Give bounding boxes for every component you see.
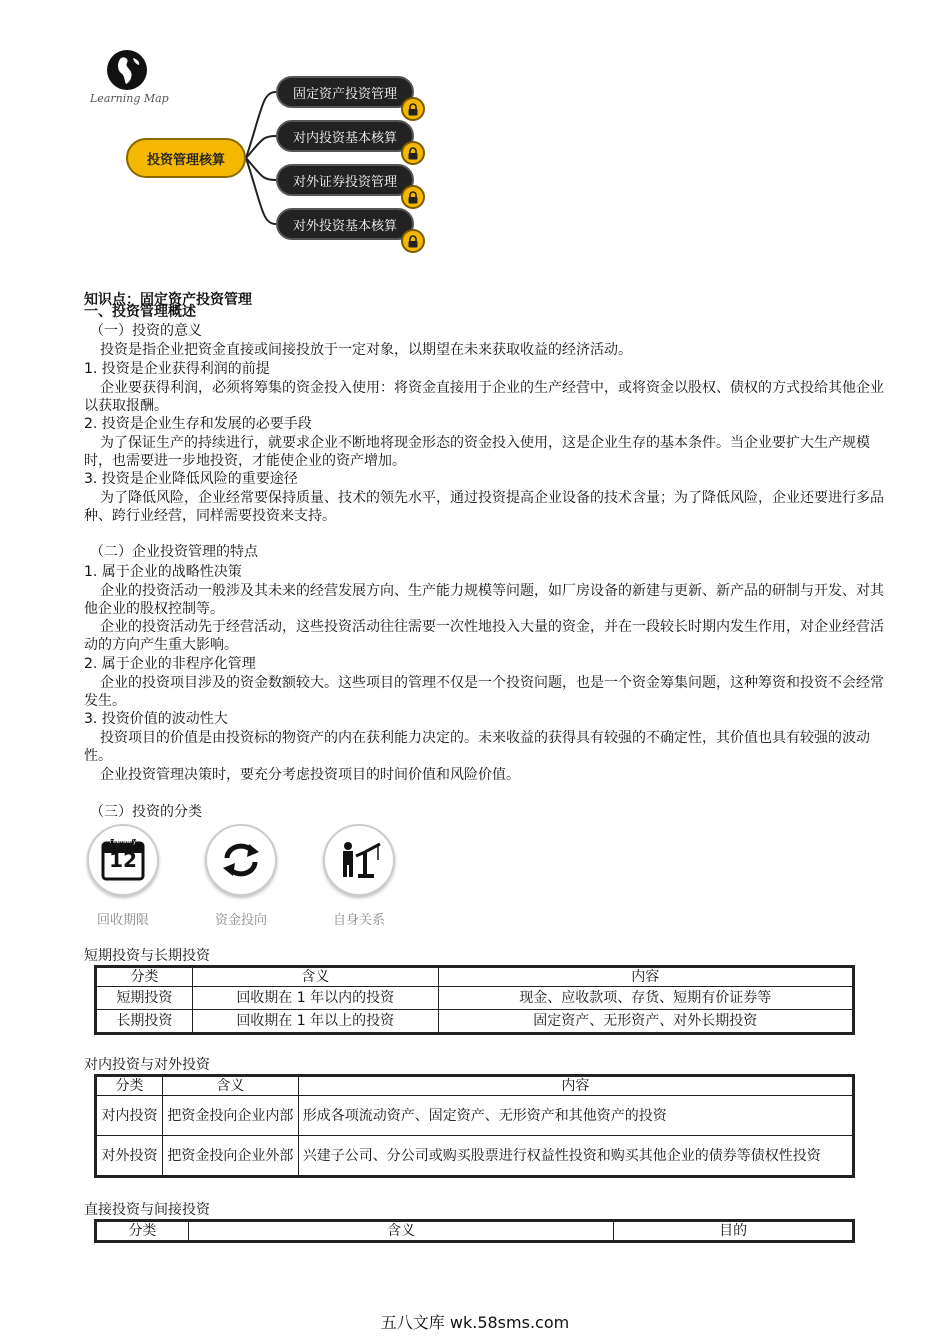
table-header-row (97, 968, 853, 987)
logo-label: Learning Map (90, 92, 169, 105)
branch-external-investment[interactable]: 对外投资基本核算 (276, 208, 414, 240)
table-header-row (97, 1077, 853, 1096)
table-cell: 回收期在 1 年以上的投资 (192, 1010, 438, 1033)
paragraph: 企业的投资项目涉及的资金数额较大。这些项目的管理不仅是一个投资问题，也是一个资金筹集问题，这种筹资和投资不会经常发生。 (84, 675, 884, 709)
paragraph: 企业的投资活动一般涉及其未来的经营发展方向、生产能力规模等问题，如厂房设备的新建与更新、新产品的研制与开发、对其他企业的股权控制等。 (84, 583, 884, 617)
header-cell: 含义 (162, 1077, 298, 1096)
branch-internal-investment[interactable]: 对内投资基本核算 (276, 120, 414, 152)
paragraph: 企业要获得利润，必须将筹集的资金投入使用：将资金直接用于企业的生产经营中，或将资金以股权、债权的方式投给其他企业以获取报酬。 (84, 380, 884, 414)
table-caption: 直接投资与间接投资 (84, 1202, 210, 1218)
paragraph: 为了保证生产的持续进行，就要求企业不断地将现金形态的资金投入使用，这是企业生存的基本条件。当企业要扩大生产规模时，也需要进一步地投资，才能使企业的资产增加。 (84, 435, 870, 469)
table-cell: 把资金投向企业内部 (162, 1096, 298, 1136)
subsection-title: （一）投资的意义 (90, 323, 202, 339)
branch-fixed-asset[interactable]: 固定资产投资管理 (276, 76, 414, 108)
table-header-row (97, 1222, 853, 1241)
table-cell: 长期投资 (97, 1010, 193, 1033)
header-cell: 内容 (298, 1077, 852, 1096)
header-cell: 含义 (192, 968, 438, 987)
table-cell: 固定资产、无形资产、对外长期投资 (438, 1010, 852, 1033)
footer-watermark: 五八文库 wk.58sms.com (380, 1313, 570, 1332)
header-cell: 含义 (188, 1222, 613, 1241)
section1-title: 一、投资管理概述 (84, 304, 196, 320)
table-cell: 现金、应收款项、存货、短期有价证券等 (438, 987, 852, 1010)
mindmap-center-node[interactable]: 投资管理核算 (126, 138, 246, 178)
lock-icon (401, 185, 425, 209)
table-cell: 兴建子公司、分公司或购买股票进行权益性投资和购买其他企业的债券等债权性投资 (298, 1136, 852, 1176)
lock-icon (401, 229, 425, 253)
internal-external-investment-table (96, 1076, 853, 1176)
table-row (97, 1096, 853, 1136)
item-title: 3. 投资是企业降低风险的重要途径 (84, 471, 298, 487)
short-long-investment-table (96, 967, 853, 1033)
branch-securities[interactable]: 对外证券投资管理 (276, 164, 414, 196)
header-cell: 目的 (614, 1222, 853, 1241)
mindmap-connectors (0, 0, 950, 270)
item-title: 2. 投资是企业生存和发展的必要手段 (84, 416, 312, 432)
exchange-arrows-icon (205, 824, 277, 896)
lock-icon (401, 141, 425, 165)
paragraph: 投资是指企业把资金直接或间接投放于一定对象，以期望在未来获取收益的经济活动。 (100, 342, 632, 358)
worker-crane-icon (323, 824, 395, 896)
header-cell: 分类 (97, 968, 193, 987)
header-cell: 分类 (97, 1077, 163, 1096)
icon-label: 自身关系 (332, 913, 385, 928)
item-title: 1. 属于企业的战略性决策 (84, 564, 242, 580)
icon-label: 资金投向 (214, 913, 267, 928)
table-cell: 对外投资 (97, 1136, 163, 1176)
item-title: 1. 投资是企业获得利润的前提 (84, 361, 270, 377)
table-row (97, 1010, 853, 1033)
subsection-title: （二）企业投资管理的特点 (90, 544, 258, 560)
paragraph: 为了降低风险，企业经常要保持质量、技术的领先水平，通过投资提高企业设备的技术含量；为了降低风险，企业还要进行多品种、跨行业经营，同样需要投资来支持。 (84, 490, 884, 524)
table-cell: 短期投资 (97, 987, 193, 1010)
item-title: 2. 属于企业的非程序化管理 (84, 656, 256, 672)
knowledge-title: 知识点：固定资产投资管理 (84, 292, 252, 308)
calendar-day: 12 (109, 848, 137, 872)
table-row (97, 987, 853, 1010)
header-cell: 分类 (97, 1222, 189, 1241)
table-row (97, 1136, 853, 1176)
paragraph: 企业的投资活动先于经营活动，这些投资活动往往需要一次性地投入大量的资金，并在一段较长时期内发生作用，对企业经营活动的方向产生重大影响。 (84, 619, 884, 653)
table-cell: 形成各项流动资产、固定资产、无形资产和其他资产的投资 (298, 1096, 852, 1136)
table-caption: 短期投资与长期投资 (84, 948, 210, 964)
paragraph: 投资项目的价值是由投资标的物资产的内在获利能力决定的。未来收益的获得具有较强的不确定性，其价值也具有较强的波动性。 (84, 730, 870, 764)
globe-logo-icon (107, 50, 147, 90)
calendar-month: February (109, 838, 137, 845)
icon-label: 回收期限 (96, 913, 149, 928)
table-cell: 把资金投向企业外部 (162, 1136, 298, 1176)
table-cell: 回收期在 1 年以内的投资 (192, 987, 438, 1010)
paragraph: 企业投资管理决策时，要充分考虑投资项目的时间价值和风险价值。 (100, 767, 520, 783)
direct-indirect-investment-table (96, 1221, 853, 1241)
header-cell: 内容 (438, 968, 852, 987)
lock-icon (401, 97, 425, 121)
table-caption: 对内投资与对外投资 (84, 1057, 210, 1073)
table-cell: 对内投资 (97, 1096, 163, 1136)
item-title: 3. 投资价值的波动性大 (84, 711, 228, 727)
subsection-title: （三）投资的分类 (90, 804, 202, 820)
